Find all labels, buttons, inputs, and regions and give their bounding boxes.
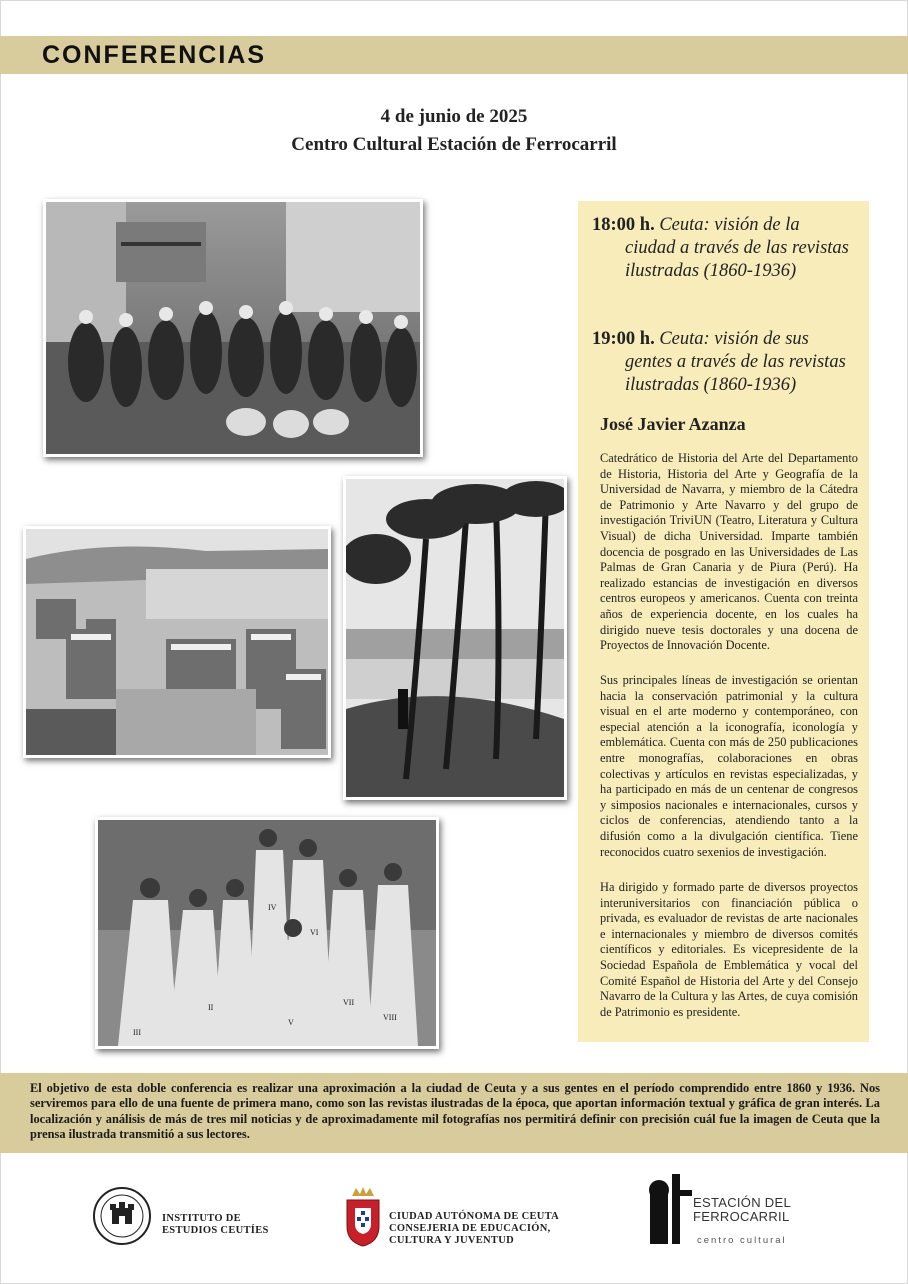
talk-2-time: 19:00 h. (592, 329, 655, 349)
iec-logo-text (162, 1213, 269, 1237)
iec-line-1: INSTITUTO DE (162, 1213, 241, 1224)
ceuta-line-1: CIUDAD AUTÓNOMA DE CEUTA (389, 1211, 560, 1222)
photo-mark: IV (268, 903, 277, 912)
speaker-bio-1: Catedrático de Historia del Arte del Departamento de Historia, Historia del Arte y Geografía de la Universidad de Navarra, y miembro de la Cátedra de Patrimonio y Arte Navarro y del grupo de investigación TriviUN (Teatro, Literatura y Cultura Visual) de dicha Universidad. Imparte también docencia de posgrado en las Universidades de Las Palmas de Gran Canaria y de Piura (Perú). Ha realizado estancias de investigación en diversos centros europeos y americanos. Cuenta con treinta años de experiencia docente, en los cuales ha dirigido nueve tesis doctorales y una docena de Proyectos de Innovación Docente. (600, 451, 858, 653)
station-logo-text (693, 1196, 791, 1224)
event-date: 4 de junio de 2025 (380, 106, 528, 127)
talk-2 (592, 328, 862, 397)
talk-1 (592, 214, 862, 283)
talk-1-title-1: Ceuta: visión de la (659, 215, 800, 235)
talk-1-title-2: ciudad a través de las revistas (625, 238, 849, 258)
page-title: CONFERENCIAS (42, 41, 267, 69)
station-subtitle: centro cultural (697, 1235, 787, 1246)
iec-line-2: ESTUDIOS CEUTÍES (162, 1225, 269, 1236)
talk-1-title-3: ilustradas (1860-1936) (625, 261, 797, 281)
speaker-name: José Javier Azanza (600, 414, 746, 434)
ceuta-line-2: CONSEJERIA DE EDUCACIÓN, (389, 1223, 551, 1234)
talk-2-title-1: Ceuta: visión de sus (659, 329, 809, 349)
photo-trees-bay (343, 476, 567, 800)
photo-group-street-image (46, 202, 420, 454)
summary-text: El objetivo de esta doble conferencia es realizar una aproximación a la ciudad de Ceuta y a sus gentes en el período comprendido entre 1860 y 1936. Nos serviremos para ello de una fuente de primera mano, como son las revistas ilustradas de la época, que aportan información textual y gráfica de gran interés. La localización y análisis de más de tres mil noticias y de aproximadamente mil fotografías nos permitirá definir con precisión cuál fue la imagen de Ceuta que la prensa ilustrada transmitió a sus lectores. (30, 1081, 880, 1142)
photo-group-street (43, 199, 423, 457)
ceuta-line-3: CULTURA Y JUVENTUD (389, 1235, 515, 1246)
station-logo-icon (648, 1172, 694, 1246)
photo-mark: II (208, 1003, 214, 1012)
iec-seal-icon (92, 1186, 152, 1246)
station-line-2: FERROCARRIL (693, 1209, 790, 1224)
photo-mark: V (288, 1018, 294, 1027)
station-line-1: ESTACIÓN DEL (693, 1195, 791, 1210)
photo-mark: VII (343, 998, 355, 1007)
talk-2-title-3: ilustradas (1860-1936) (625, 375, 797, 395)
speaker-bio-2: Sus principales líneas de investigación se orientan hacia la conservación patrimonial y la cultura visual en el arte moderno y contemporáneo, con especial atención a la iconografía, iconología y emblemática. Cuenta con más de 250 publicaciones entre monografías, colaboraciones en obras colectivas y artículos en revistas especializadas, y ha participado en más de un centenar de congresos y simposios nacionales e internacionales, cursos y ciclos de conferencias, atendiendo tanto a la difusión como a la divulgación científica. Tiene reconocidos cuatro sexenios de investigación. (600, 673, 858, 859)
photo-mark: VIII (383, 1013, 397, 1022)
ceuta-coat-of-arms-icon (344, 1186, 382, 1248)
speaker-bio-3: Ha dirigido y formado parte de diversos proyectos interuniversitarios con financiación pública o privada, es evaluador de revistas de arte nacionales e internacionales y miembro de diversos comités científicos y editoriales. Es vicepresidente de la Sociedad Española de Emblemática y vocal del Comité Español de Historia del Arte y del Consejo Navarro de la Cultura y las Artes, de cuya comisión de Patrimonio es presidente. (600, 880, 858, 1019)
talk-2-title-2: gentes a través de las revistas (625, 352, 846, 372)
photo-city-aerial (23, 526, 331, 758)
event-venue: Centro Cultural Estación de Ferrocarril (291, 134, 617, 155)
photo-trees-bay-image (346, 479, 564, 797)
talk-1-time: 18:00 h. (592, 215, 655, 235)
photo-city-aerial-image (26, 529, 328, 755)
photo-women-portrait (95, 817, 439, 1049)
photo-mark: VI (310, 928, 319, 937)
photo-women-portrait-image (98, 820, 436, 1046)
ceuta-logo-text (389, 1211, 559, 1247)
photo-mark: III (133, 1028, 141, 1037)
